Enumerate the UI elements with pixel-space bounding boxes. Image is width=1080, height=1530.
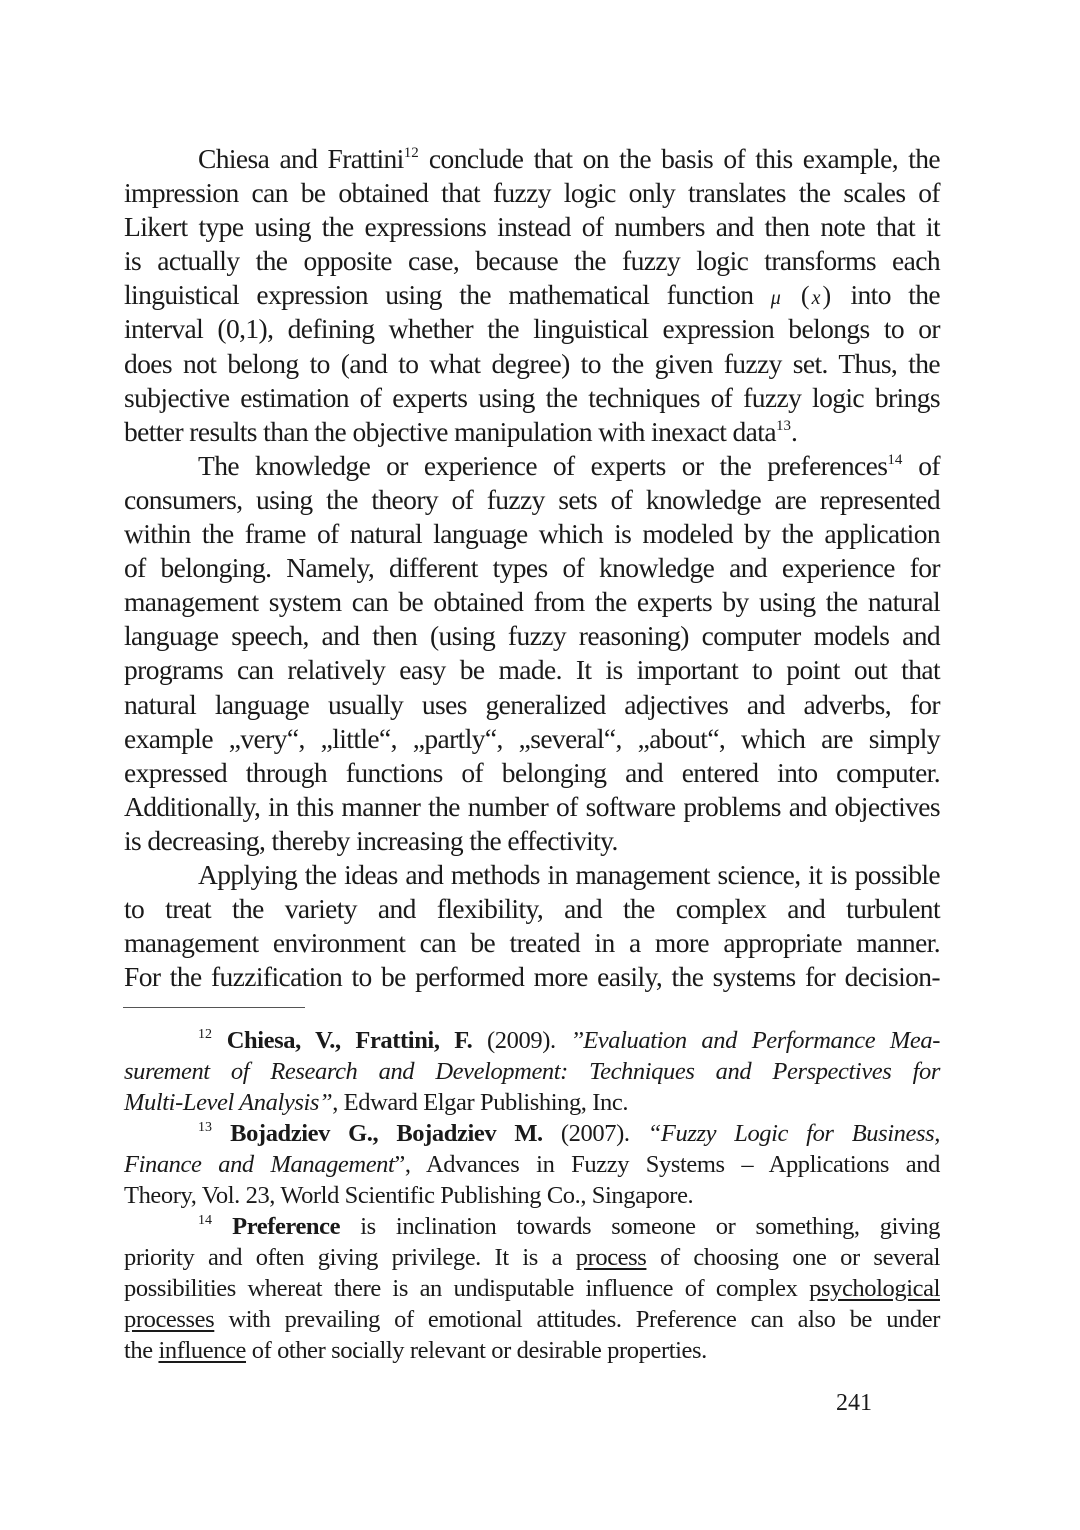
footnote-13 xyxy=(124,1118,940,1211)
footnote-authors: Chiesa, V., Frattini, F. xyxy=(226,1027,473,1054)
text-line: Additionally, in this manner the number of software problems and objectives xyxy=(124,790,940,822)
text-span: of choosing one or several xyxy=(646,1244,941,1271)
footnote-year: (2007). xyxy=(542,1120,648,1147)
footnotes xyxy=(124,1025,940,1366)
text-line xyxy=(124,278,940,312)
text-line: natural language usually uses generalized adjectives and adverbs, for xyxy=(124,688,940,720)
footnote-title: “Fuzzy Logic for Business, xyxy=(647,1120,940,1147)
footnote-title: ’’Evaluation and Performance Mea- xyxy=(570,1027,941,1054)
footnote-authors: Bojadziev G., Bojadziev M. xyxy=(230,1120,543,1147)
footnote-line xyxy=(124,1118,940,1149)
math-paren-open: ( xyxy=(800,281,812,311)
footnote-line: Theory, Vol. 23, World Scientific Publishing Co., Singapore. xyxy=(124,1182,694,1209)
text-line: For the fuzzification to be performed more easily, the systems for decision- xyxy=(124,961,940,993)
footnote-number: 14 xyxy=(198,1213,212,1228)
text-line: management system can be obtained from the experts by using the natural xyxy=(124,586,940,618)
paragraph-2 xyxy=(124,449,940,858)
text-span: of other socially relevant or desirable properties. xyxy=(246,1337,707,1364)
text-line: Applying the ideas and methods in management science, it is possible xyxy=(198,858,940,890)
text-line: example „very“, „little“, „partly“, „several“, „about“, which are simply xyxy=(124,722,940,754)
text-line: subjective estimation of experts using the techniques of fuzzy logic brings xyxy=(124,381,940,413)
footnote-14 xyxy=(124,1211,940,1366)
footnote-line xyxy=(124,1273,940,1304)
text-span: with prevailing of emotional attitudes. Preference can also be under xyxy=(214,1306,940,1333)
footnote-ref-14[interactable]: 14 xyxy=(887,451,903,468)
link-influence[interactable]: influence xyxy=(158,1337,247,1364)
text-line: is actually the opposite case, because the fuzzy logic transforms each xyxy=(124,245,940,277)
body-text xyxy=(124,142,940,994)
footnote-12 xyxy=(124,1025,940,1118)
footnote-line xyxy=(124,1335,940,1366)
text-line: consumers, using the theory of fuzzy sets of knowledge are represented xyxy=(124,483,940,515)
footnote-publisher: ”, Advances in Fuzzy Systems – Applications and xyxy=(394,1151,940,1178)
footnote-year: (2009). xyxy=(472,1027,571,1054)
footnote-line xyxy=(124,1304,940,1335)
math-formula-mu-x xyxy=(770,281,834,311)
text-line xyxy=(124,449,940,483)
text-span: priority and often giving privilege. It is a xyxy=(124,1244,576,1271)
text-line: expressed through functions of belonging and entered into computer. xyxy=(124,756,940,788)
footnote-line xyxy=(124,1025,940,1056)
text-span: conclude that on the basis of this example, the xyxy=(418,143,940,174)
text-line: Likert type using the expressions instead of numbers and then note that it xyxy=(124,211,940,243)
text-span: Chiesa and Frattini xyxy=(198,143,404,174)
page-number: 241 xyxy=(836,1390,872,1416)
text-span: into the xyxy=(833,279,940,311)
paragraph-3 xyxy=(124,858,940,994)
footnote-line xyxy=(124,1149,940,1180)
text-span: of xyxy=(902,449,940,481)
footnote-separator xyxy=(123,1007,305,1008)
text-span: . xyxy=(790,415,798,447)
footnote-term: Preference xyxy=(232,1213,341,1240)
text-span: is inclination towards someone or something, giving xyxy=(340,1213,940,1240)
link-psychological-processes[interactable]: psychological xyxy=(809,1275,940,1302)
text-line: to treat the variety and flexibility, and the complex and turbulent xyxy=(124,893,940,925)
text-span: possibilities whereat there is an undisputable influence of complex xyxy=(124,1275,810,1302)
text-line: language speech, and then (using fuzzy reasoning) computer models and xyxy=(124,620,940,652)
text-line: within the frame of natural language which is modeled by the application xyxy=(124,518,940,550)
link-process[interactable]: process xyxy=(575,1244,647,1271)
footnote-title: Finance and Management xyxy=(124,1151,395,1178)
text-line: impression can be obtained that fuzzy logic only translates the scales of xyxy=(124,177,940,209)
footnote-number: 12 xyxy=(198,1027,212,1042)
paragraph-1 xyxy=(124,142,940,449)
text-line: management environment can be treated in a more appropriate manner. xyxy=(124,927,940,959)
text-line xyxy=(124,415,940,449)
footnote-number: 13 xyxy=(198,1120,212,1135)
text-line xyxy=(124,142,940,176)
text-span: linguistical expression using the mathematical function xyxy=(124,279,771,311)
footnote-line xyxy=(124,1087,940,1118)
math-x: x xyxy=(811,287,823,310)
link-psychological-processes-cont[interactable]: processes xyxy=(124,1306,215,1333)
math-mu: μ xyxy=(770,287,783,310)
footnote-line xyxy=(124,1242,940,1273)
text-line: of belonging. Namely, different types of knowledge and experience for xyxy=(124,552,940,584)
footnote-publisher: , Edward Elgar Publishing, Inc. xyxy=(332,1089,629,1116)
text-span: The knowledge or experience of experts or the preferences xyxy=(198,449,888,481)
text-span: the xyxy=(124,1337,159,1364)
text-span: better results than the objective manipulation with inexact data xyxy=(124,415,776,447)
text-line: is decreasing, thereby increasing the effectivity. xyxy=(124,824,618,856)
footnote-line xyxy=(124,1211,940,1242)
math-paren-close: ) xyxy=(822,281,834,311)
footnote-ref-12[interactable]: 12 xyxy=(403,145,419,161)
text-line: programs can relatively easy be made. It is important to point out that xyxy=(124,654,940,686)
footnote-ref-13[interactable]: 13 xyxy=(775,417,791,434)
footnote-line: surement of Research and Development: Techniques and Perspectives for xyxy=(124,1058,940,1085)
footnote-title: Multi-Level Analysis” xyxy=(124,1089,333,1116)
text-line: does not belong to (and to what degree) to the given fuzzy set. Thus, the xyxy=(124,347,940,379)
text-line: interval (0,1), defining whether the linguistical expression belongs to or xyxy=(124,313,940,345)
